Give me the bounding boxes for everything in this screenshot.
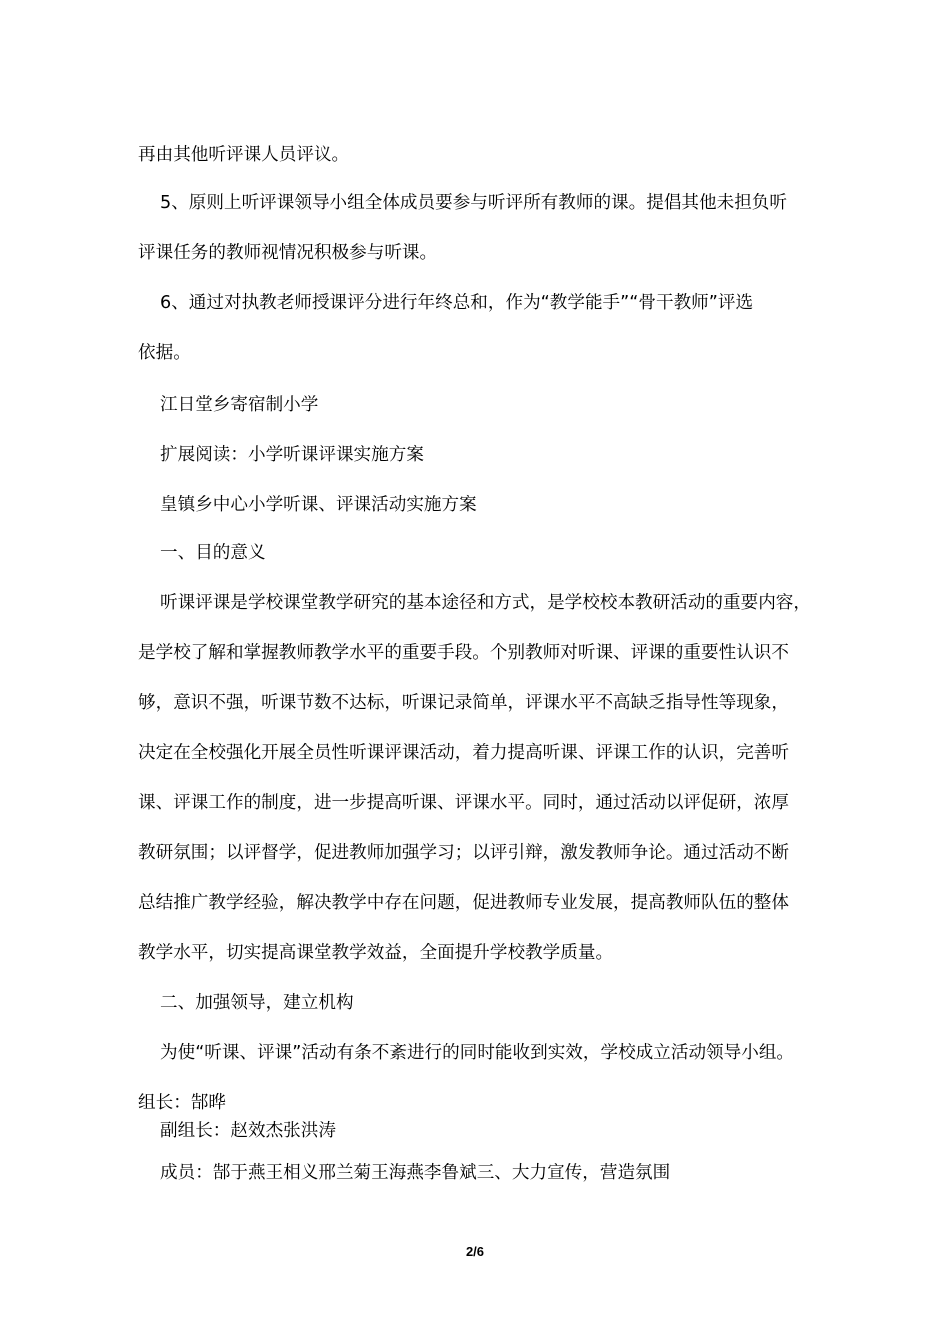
text-line: 总结推广教学经验，解决教学中存在问题，促进教师专业发展，提高教师队伍的整体 — [138, 893, 789, 913]
text-line: 6、通过对执教老师授课评分进行年终总和，作为“教学能手”“骨干教师”评选 — [160, 293, 754, 313]
text-line: 教研氛围；以评督学，促进教师加强学习；以评引辩，激发教师争论。通过活动不断 — [138, 843, 789, 863]
text-line: 依据。 — [138, 343, 191, 363]
text-line: 5、原则上听评课领导小组全体成员要参与听评所有教师的课。提倡其他未担负听 — [160, 193, 787, 213]
page-number: 2/6 — [465, 1244, 485, 1259]
text-line: 够，意识不强，听课节数不达标，听课记录简单，评课水平不高缺乏指导性等现象， — [138, 693, 789, 713]
text-line: 皇镇乡中心小学听课、评课活动实施方案 — [160, 495, 477, 515]
text-line: 为使“听课、评课”活动有条不紊进行的同时能收到实效，学校成立活动领导小组。 — [160, 1043, 795, 1063]
text-line: 是学校了解和掌握教师教学水平的重要手段。个别教师对听课、评课的重要性认识不 — [138, 643, 789, 663]
text-line: 副组长：赵效杰张洪涛 — [160, 1121, 336, 1141]
text-line: 听课评课是学校课堂教学研究的基本途径和方式，是学校校本教研活动的重要内容， — [160, 593, 811, 613]
text-line: 决定在全校强化开展全员性听课评课活动，着力提高听课、评课工作的认识，完善听 — [138, 743, 789, 763]
text-line: 一、目的意义 — [160, 543, 266, 563]
text-line: 组长：郜晔 — [138, 1093, 226, 1113]
text-line: 教学水平，切实提高课堂教学效益，全面提升学校教学质量。 — [138, 943, 614, 963]
text-line: 二、加强领导，建立机构 — [160, 993, 354, 1013]
text-line: 扩展阅读：小学听课评课实施方案 — [160, 445, 424, 465]
text-line: 评课任务的教师视情况积极参与听课。 — [138, 243, 438, 263]
text-line: 再由其他听评课人员评议。 — [138, 145, 350, 165]
text-line: 江日堂乡寄宿制小学 — [160, 395, 319, 415]
text-line: 课、评课工作的制度，进一步提高听课、评课水平。同时，通过活动以评促研，浓厚 — [138, 793, 789, 813]
text-line: 成员：郜于燕王相义邢兰菊王海燕李鲁斌三、大力宣传，营造氛围 — [160, 1163, 671, 1183]
